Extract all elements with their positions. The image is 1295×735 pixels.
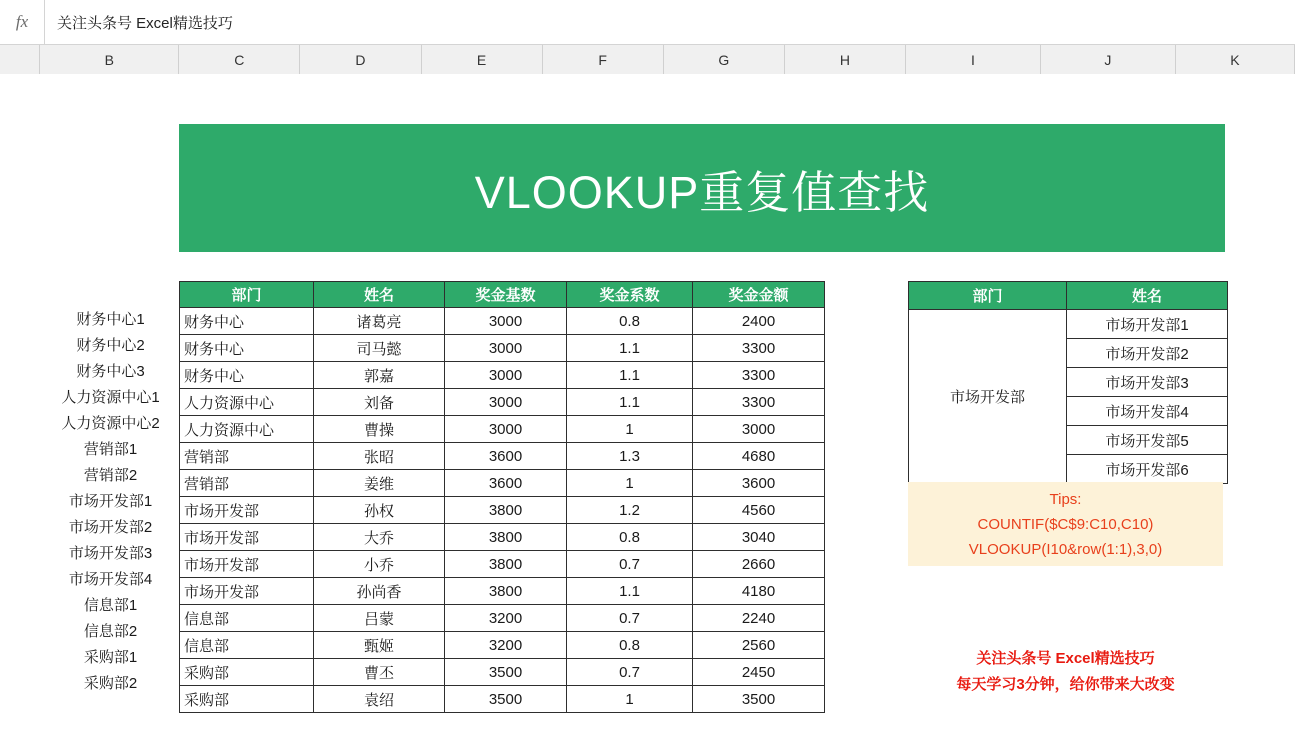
left-label: 营销部1	[83, 441, 138, 458]
cell-coefficient[interactable]: 1.1	[567, 335, 693, 362]
lookup-header-dept: 部门	[909, 282, 1067, 310]
cell-dept[interactable]: 人力资源中心	[180, 389, 314, 416]
cell-dept[interactable]: 市场开发部	[180, 551, 314, 578]
cell-coefficient[interactable]: 0.7	[567, 659, 693, 686]
cell-base[interactable]: 3200	[445, 632, 567, 659]
table-row[interactable]	[180, 470, 825, 497]
cell-name[interactable]: 诸葛亮	[314, 308, 445, 335]
cell-dept[interactable]: 营销部	[180, 443, 314, 470]
cell-amount[interactable]: 4680	[693, 443, 825, 470]
cell-name[interactable]: 孙权	[314, 497, 445, 524]
column-header-k[interactable]: K	[1176, 45, 1295, 74]
page-title: VLOOKUP重复值查找	[474, 166, 930, 218]
promo-text	[908, 646, 1223, 698]
cell-amount[interactable]: 4180	[693, 578, 825, 605]
column-header-i[interactable]: I	[906, 45, 1041, 74]
cell-dept[interactable]: 市场开发部	[180, 497, 314, 524]
cell-base[interactable]: 3000	[445, 389, 567, 416]
left-label: 信息部1	[83, 597, 138, 614]
cell-name[interactable]: 曹丕	[314, 659, 445, 686]
cell-coefficient[interactable]: 1.2	[567, 497, 693, 524]
cell-coefficient[interactable]: 1.3	[567, 443, 693, 470]
column-header-e[interactable]: E	[422, 45, 543, 74]
cell-amount[interactable]: 3500	[693, 686, 825, 713]
cell-dept[interactable]: 财务中心	[180, 362, 314, 389]
cell-coefficient[interactable]: 1.1	[567, 362, 693, 389]
lookup-cell-dept[interactable]: 市场开发部	[909, 310, 1067, 484]
left-label: 市场开发部3	[68, 545, 153, 562]
cell-dept[interactable]: 市场开发部	[180, 578, 314, 605]
cell-coefficient[interactable]: 1	[567, 686, 693, 713]
cell-amount[interactable]: 3600	[693, 470, 825, 497]
table-row[interactable]	[180, 524, 825, 551]
lookup-cell-name[interactable]: 市场开发部1	[1067, 310, 1228, 339]
column-header-d[interactable]: D	[300, 45, 421, 74]
title-banner	[179, 124, 1225, 252]
formula-input[interactable]: 关注头条号 Excel精选技巧	[45, 0, 1295, 44]
table-row[interactable]	[180, 416, 825, 443]
left-label: 营销部2	[83, 467, 138, 484]
cell-name[interactable]: 大乔	[314, 524, 445, 551]
promo-line-1: 关注头条号 Excel精选技巧	[976, 650, 1155, 667]
left-label: 市场开发部4	[68, 571, 153, 588]
column-header-b[interactable]: B	[40, 45, 179, 74]
left-label: 市场开发部2	[68, 519, 153, 536]
cell-amount[interactable]: 2450	[693, 659, 825, 686]
cell-base[interactable]: 3000	[445, 362, 567, 389]
cell-dept[interactable]: 营销部	[180, 470, 314, 497]
cell-base[interactable]: 3500	[445, 686, 567, 713]
lookup-cell-name[interactable]: 市场开发部3	[1067, 368, 1228, 397]
cell-dept[interactable]: 市场开发部	[180, 524, 314, 551]
cell-name[interactable]: 刘备	[314, 389, 445, 416]
cell-amount[interactable]: 2400	[693, 308, 825, 335]
fx-glyph: fx	[15, 12, 29, 31]
cell-base[interactable]: 3000	[445, 335, 567, 362]
cell-base[interactable]: 3600	[445, 470, 567, 497]
column-header-c[interactable]: C	[179, 45, 300, 74]
cell-name[interactable]: 郭嘉	[314, 362, 445, 389]
left-label-column	[42, 307, 179, 697]
header-base: 奖金基数	[445, 282, 567, 308]
table-row[interactable]	[180, 578, 825, 605]
table-row[interactable]	[180, 632, 825, 659]
left-label: 信息部2	[83, 623, 138, 640]
lookup-cell-name[interactable]: 市场开发部4	[1067, 397, 1228, 426]
header-coefficient: 奖金系数	[567, 282, 693, 308]
tips-formula-vlookup: VLOOKUP(I10&row(1:1),3,0)	[968, 540, 1163, 558]
column-header-row	[0, 45, 1295, 75]
lookup-header-name: 姓名	[1067, 282, 1228, 310]
left-label: 市场开发部1	[68, 493, 153, 510]
cell-dept[interactable]: 人力资源中心	[180, 416, 314, 443]
cell-base[interactable]: 3800	[445, 524, 567, 551]
column-header-j[interactable]: J	[1041, 45, 1176, 74]
cell-name[interactable]: 曹操	[314, 416, 445, 443]
cell-coefficient[interactable]: 1	[567, 416, 693, 443]
header-dept: 部门	[180, 282, 314, 308]
left-label: 人力资源中心1	[61, 389, 160, 406]
row-header-corner	[0, 45, 40, 74]
cell-amount[interactable]: 3300	[693, 335, 825, 362]
cell-dept[interactable]: 采购部	[180, 686, 314, 713]
cell-base[interactable]: 3000	[445, 308, 567, 335]
left-label: 人力资源中心2	[61, 415, 160, 432]
tips-box	[908, 482, 1223, 566]
cell-dept[interactable]: 信息部	[180, 632, 314, 659]
cell-amount[interactable]: 3040	[693, 524, 825, 551]
cell-coefficient[interactable]: 0.8	[567, 524, 693, 551]
lookup-cell-name[interactable]: 市场开发部6	[1067, 455, 1228, 484]
cell-base[interactable]: 3500	[445, 659, 567, 686]
cell-name[interactable]: 姜维	[314, 470, 445, 497]
cell-base[interactable]: 3800	[445, 551, 567, 578]
cell-coefficient[interactable]: 0.8	[567, 632, 693, 659]
table-row[interactable]	[180, 686, 825, 713]
table-row[interactable]	[180, 308, 825, 335]
cell-name[interactable]: 张昭	[314, 443, 445, 470]
formula-bar	[0, 0, 1295, 45]
cell-coefficient[interactable]: 0.7	[567, 551, 693, 578]
cell-coefficient[interactable]: 1.1	[567, 389, 693, 416]
table-row[interactable]	[180, 497, 825, 524]
cell-base[interactable]: 3800	[445, 578, 567, 605]
table-row[interactable]	[180, 362, 825, 389]
cell-name[interactable]: 吕蒙	[314, 605, 445, 632]
tips-title: Tips:	[1049, 490, 1082, 508]
table-row[interactable]	[180, 551, 825, 578]
cell-base[interactable]: 3000	[445, 416, 567, 443]
left-label: 财务中心3	[76, 363, 145, 380]
lookup-cell-name[interactable]: 市场开发部5	[1067, 426, 1228, 455]
cell-coefficient[interactable]: 0.7	[567, 605, 693, 632]
table-row[interactable]	[180, 443, 825, 470]
left-label: 财务中心1	[76, 311, 145, 328]
cell-amount[interactable]: 2560	[693, 632, 825, 659]
cell-amount[interactable]: 2240	[693, 605, 825, 632]
header-name: 姓名	[314, 282, 445, 308]
column-header-f[interactable]: F	[543, 45, 664, 74]
cell-name[interactable]: 袁绍	[314, 686, 445, 713]
table-header-row	[180, 282, 825, 308]
left-label: 采购部2	[83, 675, 138, 692]
cell-coefficient[interactable]: 1.1	[567, 578, 693, 605]
cell-dept[interactable]: 财务中心	[180, 335, 314, 362]
cell-base[interactable]: 3200	[445, 605, 567, 632]
cell-amount[interactable]: 3300	[693, 389, 825, 416]
tips-formula-countif: COUNTIF($C$9:C10,C10)	[977, 515, 1154, 533]
left-label: 财务中心2	[76, 337, 145, 354]
cell-amount[interactable]: 2660	[693, 551, 825, 578]
column-header-h[interactable]: H	[785, 45, 906, 74]
worksheet-canvas[interactable]	[0, 74, 1295, 735]
cell-name[interactable]: 甄姬	[314, 632, 445, 659]
cell-coefficient[interactable]: 1	[567, 470, 693, 497]
cell-amount[interactable]: 3000	[693, 416, 825, 443]
lookup-cell-name[interactable]: 市场开发部2	[1067, 339, 1228, 368]
lookup-result-table[interactable]	[908, 281, 1228, 484]
cell-coefficient[interactable]: 0.8	[567, 308, 693, 335]
lookup-row[interactable]	[909, 310, 1228, 339]
cell-base[interactable]: 3600	[445, 443, 567, 470]
lookup-header-row	[909, 282, 1228, 310]
cell-name[interactable]: 司马懿	[314, 335, 445, 362]
cell-dept[interactable]: 信息部	[180, 605, 314, 632]
cell-dept[interactable]: 采购部	[180, 659, 314, 686]
cell-amount[interactable]: 3300	[693, 362, 825, 389]
cell-base[interactable]: 3800	[445, 497, 567, 524]
left-label: 采购部1	[83, 649, 138, 666]
table-row[interactable]	[180, 605, 825, 632]
table-row[interactable]	[180, 659, 825, 686]
column-header-g[interactable]: G	[664, 45, 785, 74]
promo-line-2: 每天学习3分钟，给你带来大改变	[956, 676, 1175, 693]
header-amount: 奖金金额	[693, 282, 825, 308]
bonus-table[interactable]	[179, 281, 825, 713]
cell-amount[interactable]: 4560	[693, 497, 825, 524]
table-row[interactable]	[180, 389, 825, 416]
cell-name[interactable]: 孙尚香	[314, 578, 445, 605]
cell-dept[interactable]: 财务中心	[180, 308, 314, 335]
cell-name[interactable]: 小乔	[314, 551, 445, 578]
table-row[interactable]	[180, 335, 825, 362]
fx-icon[interactable]	[0, 0, 45, 44]
